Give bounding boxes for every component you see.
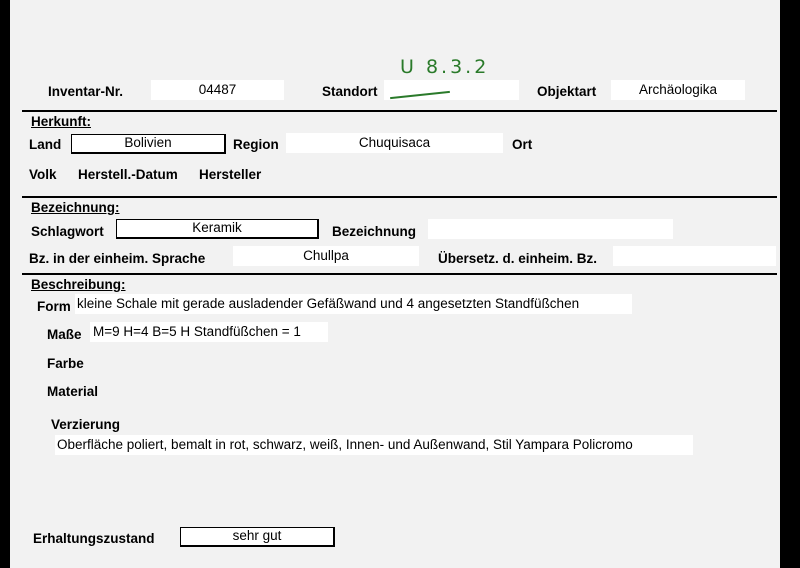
region-label: Region [233, 137, 279, 152]
erhaltungszustand-field[interactable]: sehr gut [180, 527, 335, 547]
objektart-label: Objektart [537, 84, 597, 99]
uebersetz-field[interactable] [613, 246, 776, 266]
section-divider [22, 110, 777, 112]
bezeichnung-field[interactable] [428, 219, 673, 239]
masse-field[interactable]: M=9 H=4 B=5 H Standfüßchen = 1 [90, 322, 328, 342]
section-divider [22, 196, 777, 198]
region-field[interactable]: Chuquisaca [286, 133, 503, 153]
uebersetz-label: Übersetz. d. einheim. Bz. [438, 251, 598, 266]
volk-label: Volk [29, 167, 57, 182]
ort-label: Ort [512, 137, 533, 152]
beschreibung-heading: Beschreibung: [31, 277, 126, 292]
bezeichnung-heading: Bezeichnung: [31, 200, 120, 215]
verzierung-label: Verzierung [51, 417, 121, 432]
form-label: Form [37, 299, 71, 314]
schlagwort-field[interactable]: Keramik [116, 219, 319, 239]
verzierung-field[interactable]: Oberfläche poliert, bemalt in rot, schwarz, weiß, Innen- und Außenwand, Stil Yampara Policromo [55, 435, 693, 455]
land-label: Land [29, 137, 62, 152]
herstell-datum-label: Herstell.-Datum [78, 167, 178, 182]
section-divider [22, 273, 777, 275]
inventar-label: Inventar-Nr. [48, 84, 124, 99]
material-label: Material [47, 384, 99, 399]
einheim-sprache-field[interactable]: Chullpa [233, 246, 419, 266]
masse-label: Maße [47, 327, 82, 342]
standort-handwritten: U 8.3.2 [400, 56, 490, 78]
herkunft-heading: Herkunft: [31, 114, 91, 129]
erhaltungszustand-label: Erhaltungszustand [33, 531, 155, 546]
hersteller-label: Hersteller [199, 167, 262, 182]
schlagwort-label: Schlagwort [31, 224, 104, 239]
objektart-field[interactable]: Archäologika [611, 80, 745, 100]
standort-label: Standort [322, 84, 378, 99]
form-field[interactable]: kleine Schale mit gerade ausladender Gefäßwand und 4 angesetzten Standfüßchen [75, 294, 632, 314]
farbe-label: Farbe [47, 356, 84, 371]
inventar-field[interactable]: 04487 [151, 80, 284, 100]
einheim-sprache-label: Bz. in der einheim. Sprache [29, 251, 206, 266]
bezeichnung-label: Bezeichnung [332, 224, 417, 239]
land-field[interactable]: Bolivien [71, 134, 226, 154]
